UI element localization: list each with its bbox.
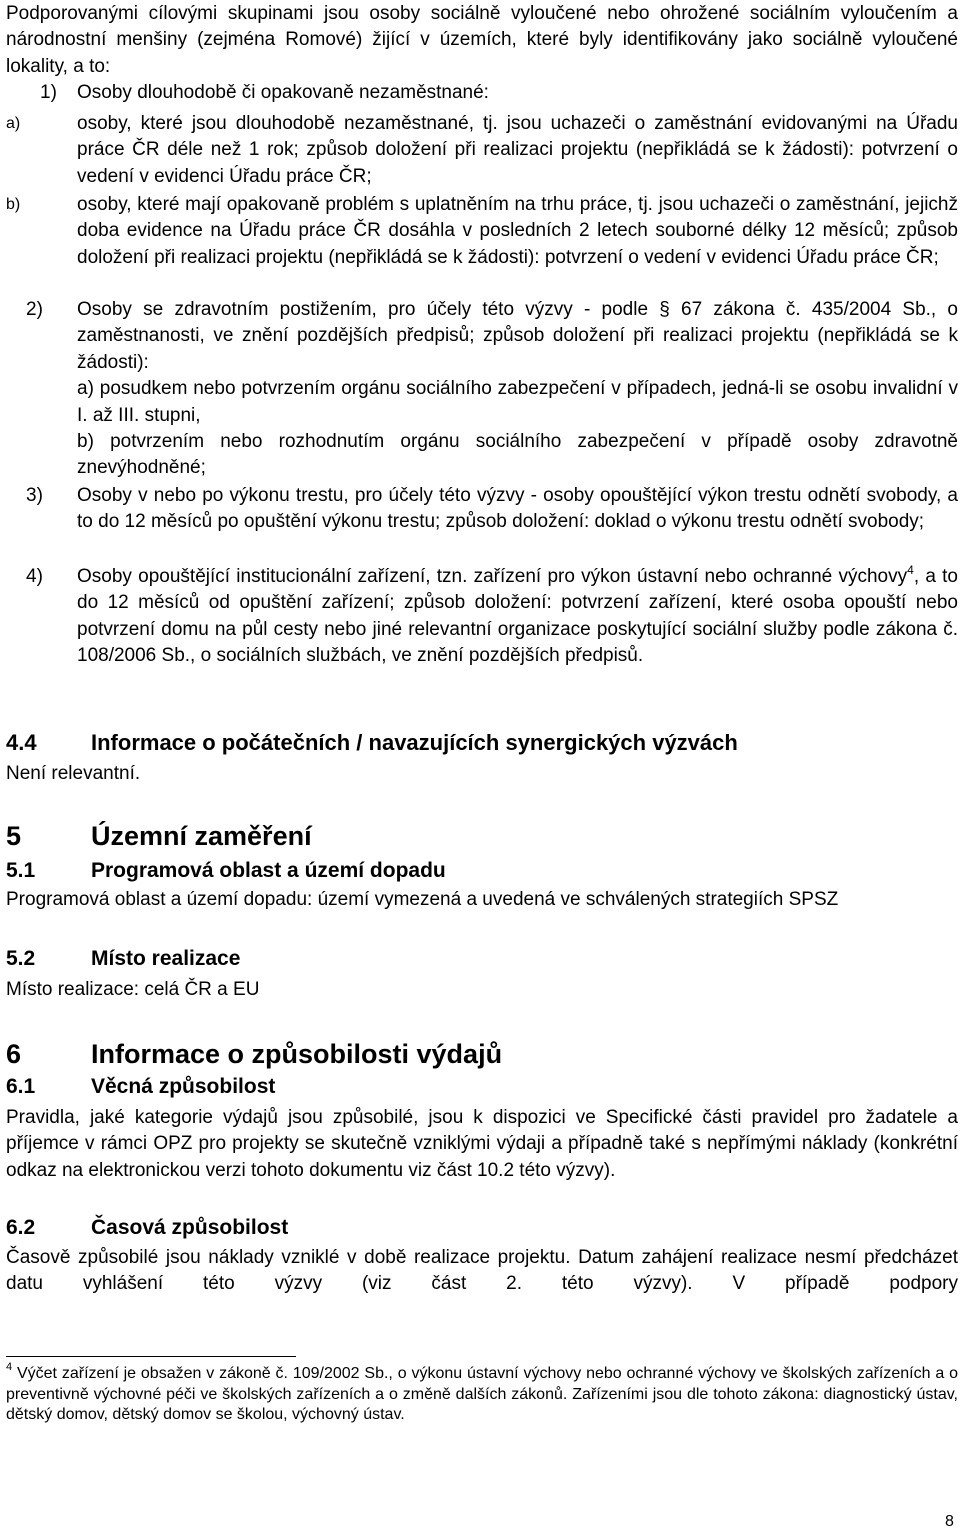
list-item-text-cont: , a to do 12 měsíců od opuštění zařízení; způsob doložení: potvrzení zařízení, které osoba opouští nebo potvrzení domu na půl cesty nebo jiné relevantní organizace poskytující sociální služby podle zákona č. 108/2006 Sb., o sociálních službách, ve znění pozdějších předpisů.	[77, 566, 959, 667]
list-item-2	[6, 297, 958, 482]
section-number: 4.4	[6, 730, 37, 755]
intro-paragraph: Podporovanými cílovými skupinami jsou osoby sociálně vyloučené nebo ohrožené sociálním vyloučením a národnostní menšiny (zejména Romové) žijící v územích, které byly identifikovány jako sociálně vyloučené lokality, a to:	[6, 3, 958, 77]
list-item-1	[6, 80, 958, 106]
section-number: 6	[6, 1039, 22, 1069]
section-title: Časová způsobilost	[91, 1216, 289, 1239]
sub-item-marker: a)	[6, 115, 21, 132]
section-heading-4-4	[6, 728, 958, 758]
section-heading-5	[6, 819, 958, 853]
sub-item-b	[6, 192, 958, 271]
footnote-ref[interactable]: 4	[907, 562, 914, 577]
section-heading-6	[6, 1037, 958, 1071]
section-title: Územní zaměření	[91, 821, 312, 851]
section-number: 5.1	[6, 859, 36, 882]
footnote	[6, 1360, 958, 1426]
section-number: 5.2	[6, 947, 36, 970]
section-body: Pravidla, jaké kategorie výdajů jsou způsobilé, jsou k dispozici ve Specifické části pravidel pro žadatele a příjemce v rámci OPZ pro projekty se skutečně vzniklými výdaji a případně také s nepřímými náklady (konkrétní odkaz na elektronickou verzi tohoto dokumentu viz část 10.2 této výzvy).	[6, 1107, 958, 1181]
list-item-text: Osoby opouštějící institucionální zařízení, tzn. zařízení pro výkon ústavní nebo ochranné výchovy	[77, 566, 908, 587]
section-title: Informace o způsobilosti výdajů	[91, 1039, 503, 1069]
section-number: 6.1	[6, 1075, 36, 1098]
footnote-separator	[6, 1356, 296, 1357]
section-title: Informace o počátečních / navazujících synergických výzvách	[91, 730, 738, 755]
section-title: Programová oblast a území dopadu	[91, 859, 446, 882]
sub-item-text: osoby, které jsou dlouhodobě nezaměstnané, tj. jsou uchazeči o zaměstnání evidovanými na Úřadu práce ČR déle než 1 rok; způsob doložení při realizaci projektu (nepřikládá se k žádosti): potvrzení o vedení v evidenci Úřadu práce ČR;	[77, 113, 958, 187]
list-marker: 1)	[40, 82, 57, 103]
list-item-text: Osoby v nebo po výkonu trestu, pro účely této výzvy - osoby opouštějící výkon trestu odnětí svobody, a to do 12 měsíců po opuštění výkonu trestu; způsob doložení: doklad o výkonu trestu odnětí svobody;	[77, 485, 958, 533]
list-item-label: Osoby dlouhodobě či opakovaně nezaměstnané:	[77, 82, 489, 103]
sub-item-marker: b)	[6, 196, 21, 213]
section-title: Věcná způsobilost	[91, 1075, 276, 1098]
sub-item-a	[6, 111, 958, 190]
list-marker: 4)	[26, 566, 43, 587]
sub-item-text: osoby, které mají opakovaně problém s uplatněním na trhu práce, tj. jsou uchazeči o zaměstnání, jejichž doba evidence na Úřadu práce ČR dosáhla v posledních 2 letech souborné délky 12 měsíců; způsob doložení při realizaci projektu (nepřikládá se k žádosti): potvrzení o vedení v evidenci Úřadu práce ČR;	[77, 194, 958, 268]
list-item-text: Osoby se zdravotním postižením, pro účely této výzvy - podle § 67 zákona č. 435/2004 Sb., o zaměstnanosti, ve znění pozdějších předpisů; způsob doložení při realizaci projektu (nepřikládá se k žádosti):	[77, 299, 958, 373]
list-marker: 3)	[26, 485, 43, 506]
section-title: Místo realizace	[91, 947, 241, 970]
section-heading-6-1	[6, 1073, 958, 1101]
list-item-sub-b: b) potvrzením nebo rozhodnutím orgánu sociálního zabezpečení v případě osoby zdravotně znevýhodněné;	[77, 431, 958, 479]
page-number: 8	[945, 1513, 954, 1530]
section-body: Není relevantní.	[6, 763, 141, 784]
section-heading-5-1	[6, 857, 958, 885]
section-body: Místo realizace: celá ČR a EU	[6, 979, 260, 1000]
section-number: 6.2	[6, 1216, 36, 1239]
footnote-text: Výčet zařízení je obsažen v zákoně č. 109/2002 Sb., o výkonu ústavní výchovy nebo ochranné výchovy ve školských zařízeních a o preventivně výchovné péči ve školských zařízeních a o změně dalších zákonů. Zařízeními jsou dle tohoto zákona: diagnostický ústav, dětský domov, dětský domov se školou, výchovný ústav.	[6, 1365, 958, 1424]
list-item-4	[6, 564, 958, 670]
section-number: 5	[6, 821, 22, 851]
section-heading-6-2	[6, 1214, 958, 1242]
section-heading-5-2	[6, 945, 958, 973]
list-item-3	[6, 483, 958, 536]
section-body: Programová oblast a území dopadu: území vymezená a uvedená ve schválených strategiích SPSZ	[6, 889, 839, 910]
section-body: Časově způsobilé jsou náklady vzniklé v době realizace projektu. Datum zahájení realizace nesmí předcházet datu vyhlášení této výzvy (viz část 2. této výzvy). V případě podpory	[6, 1247, 958, 1295]
list-marker: 2)	[26, 299, 43, 320]
footnote-marker: 4	[6, 1360, 13, 1373]
list-item-sub-a: a) posudkem nebo potvrzením orgánu sociálního zabezpečení v případech, jedná-li se osobu invalidní v I. až III. stupni,	[77, 378, 958, 426]
